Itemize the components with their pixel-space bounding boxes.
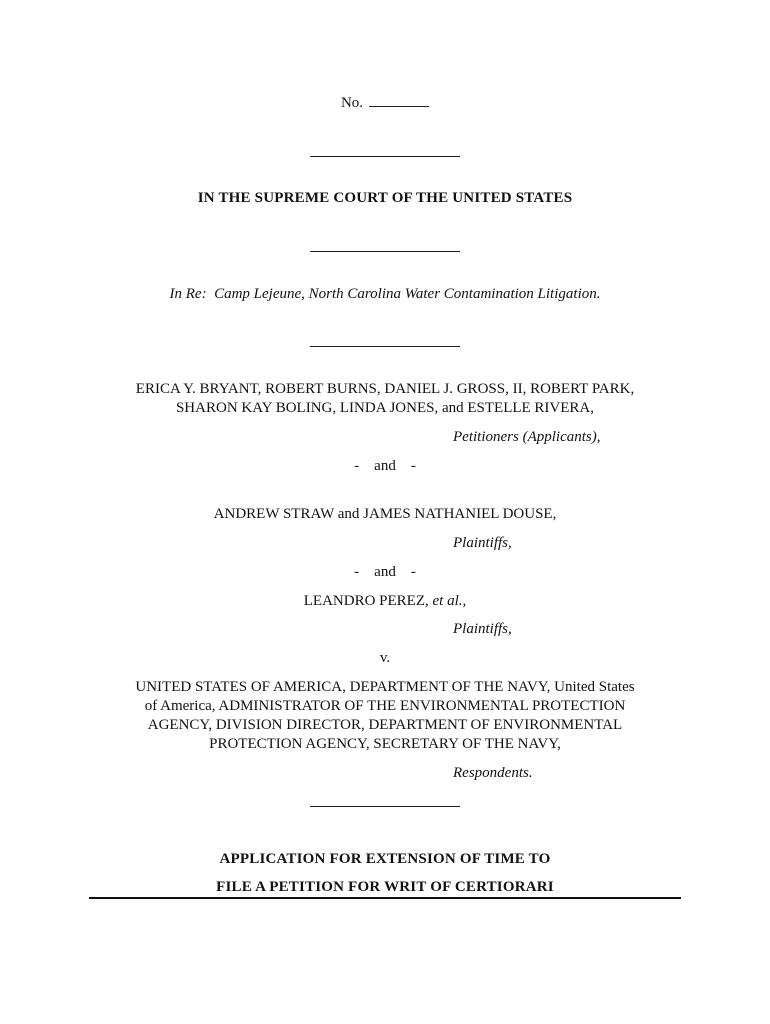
divider-rule-3 (310, 346, 460, 347)
in-re-caption (0, 285, 770, 303)
in-re-prefix: In Re: (169, 286, 207, 302)
plaintiffs-2-role: Plaintiffs, (453, 621, 512, 637)
plaintiffs-1-names: ANDREW STRAW and JAMES NATHANIEL DOUSE, (213, 506, 557, 522)
application-title-line-1: APPLICATION FOR EXTENSION OF TIME TO (219, 851, 551, 867)
and-separator-1: - and - (354, 458, 416, 474)
plaintiffs-2-name-text: LEANDRO PEREZ, (303, 593, 429, 609)
plaintiffs-1-role: Plaintiffs, (453, 535, 512, 551)
respondents-line-2: of America, ADMINISTRATOR OF THE ENVIRONMENTAL PROTECTION (144, 698, 626, 714)
petitioners-line-2: SHARON KAY BOLING, LINDA JONES, and ESTELLE RIVERA, (175, 400, 595, 416)
divider-rule-1 (310, 156, 460, 157)
divider-rule-2 (310, 251, 460, 252)
versus: v. (379, 650, 391, 666)
and-separator-2: - and - (354, 564, 416, 580)
docket-number-label: No. (340, 95, 364, 111)
respondents-role: Respondents. (453, 765, 533, 781)
respondents-line-4: PROTECTION AGENCY, SECRETARY OF THE NAVY, (209, 736, 561, 752)
application-title-line-2: FILE A PETITION FOR WRIT OF CERTIORARI (216, 879, 554, 895)
plaintiffs-2-name (0, 592, 770, 610)
docket-number (0, 94, 770, 112)
court-title: IN THE SUPREME COURT OF THE UNITED STATES (197, 190, 573, 206)
petitioners-line-1: ERICA Y. BRYANT, ROBERT BURNS, DANIEL J. GROSS, II, ROBERT PARK, (135, 381, 635, 397)
docket-number-blank (369, 94, 429, 107)
petitioners-role: Petitioners (Applicants), (453, 429, 601, 445)
respondents-line-1: UNITED STATES OF AMERICA, DEPARTMENT OF THE NAVY, United States (135, 679, 635, 695)
in-re-case: Camp Lejeune, North Carolina Water Contamination Litigation. (214, 286, 601, 302)
plaintiffs-2-suffix: et al., (432, 593, 467, 609)
divider-rule-4 (310, 806, 460, 807)
application-underline-rule (89, 897, 681, 899)
respondents-line-3: AGENCY, DIVISION DIRECTOR, DEPARTMENT OF ENVIRONMENTAL (147, 717, 623, 733)
